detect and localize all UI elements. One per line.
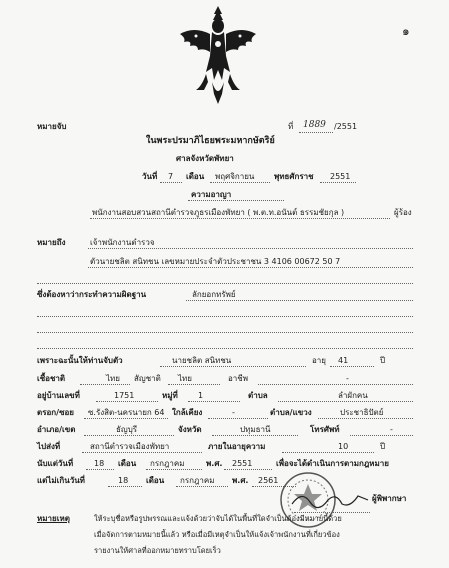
since-month: กรกฎาคม [180,476,215,485]
age-unit: ปี [380,356,386,365]
alley-value: ซ.รังสิต-นครนายก 64 [88,408,165,417]
because-label: เพราะฉะนั้นให้ท่านจับตัว [37,356,123,365]
warrant-no-number: 1889 [303,120,326,130]
to-line2: ตัวนายชลิต สนิทชน เลขหมายประจำตัวประชาชน 3 4106 00672 50 7 [90,257,341,266]
date-year: 2551 [330,172,351,181]
document-heading-royal: ในพระปรมาภิไธยพระมหากษัตริย์ [146,136,275,146]
occupation-label: อาชีพ [228,374,248,383]
since-month-label: เดือน [146,476,165,485]
since-label: แต่ไม่เกินวันที่ [37,476,85,485]
since-year: 2561 [258,476,279,485]
since-day: 18 [118,476,129,485]
since-year-label: พ.ศ. [232,476,249,485]
province-value: ปทุมธานี [240,425,271,434]
moo-value: 1 [198,391,204,400]
nationality-label: สัญชาติ [134,374,161,383]
note-label: หมายเหตุ [37,514,70,523]
warrant-no-prefix: ที่ [288,122,294,131]
subdistrict-value: ลำผักคน [338,391,368,400]
date-day-label: วันที่ [142,172,158,181]
age-label: อายุ [312,356,326,365]
send-label: ไปส่งที่ [37,442,61,451]
amphoe-value: ธัญบุรี [116,425,138,434]
date-month: พฤศจิกายน [215,172,255,181]
judge-signature [290,488,370,510]
age-value: 41 [338,356,349,365]
within-unit: ปี [380,442,386,451]
send-value: สถานีตำรวจเมืองพัทยา [90,442,170,451]
offense-label: ซึ่งต้องหาว่ากระทำความผิดฐาน [37,290,147,299]
warrant-no-year: /2551 [334,122,358,131]
race-label: เชื้อชาติ [37,374,66,383]
note-line-3: รายงานให้ศาลที่ออกหมายทราบโดยเร็ว [94,546,221,555]
document-heading-court: ศาลจังหวัดพัทยา [176,154,234,163]
alley-label: ตรอก/ซอย [37,408,74,417]
from-day: 18 [94,459,105,468]
from-year-label: พ.ศ. [206,459,223,468]
page-number-mark: ๑ [402,24,410,38]
tambon-value: ประชาธิปัตย์ [340,408,384,417]
subdistrict-label: ตำบล [248,391,268,400]
within-label: ภายในอายุความ [208,442,266,451]
phone-value: - [390,425,393,434]
garuda-emblem-icon [176,4,260,108]
case-type: ความอาญา [191,190,232,199]
to-value: เจ้าพนักงานตำรวจ [90,238,155,247]
from-tail: เพื่อจะได้ดำเนินการตามกฎหมาย [276,459,389,468]
phone-label: โทรศัพท์ [310,425,340,434]
near-value: - [232,408,235,417]
occupation-value: - [346,374,349,383]
to-label: หมายถึง [37,238,66,247]
warrant-label: หมายจับ [37,122,67,131]
applicant-role: ผู้ร้อง [394,208,412,217]
from-month-label: เดือน [118,459,137,468]
nationality-value: ไทย [178,374,192,383]
because-name: นายชลิต สนิทชน [172,356,232,365]
amphoe-label: อำเภอ/เขต [37,425,76,434]
from-year: 2551 [232,459,253,468]
within-value: 10 [338,442,349,451]
judge-label: ผู้พิพากษา [372,494,407,503]
house-label: อยู่บ้านเลขที่ [37,391,80,400]
offense-value: ลักยอกทรัพย์ [192,290,236,299]
house-value: 1751 [114,391,135,400]
note-line-2: เมื่อจัดการตามหมายนี้แล้ว หรือเมื่อมีเหตุจำเป็นให้แจ้งเจ้าพนักงานที่เกี่ยวข้อง [94,530,340,539]
race-value: ไทย [106,374,120,383]
date-day: 7 [168,172,174,181]
tambon-label: ตำบล/แขวง [270,408,312,417]
province-label: จังหวัด [178,425,202,434]
applicant: พนักงานสอบสวนสถานีตำรวจภูธรเมืองพัทยา ( พ.ต.ท.อนันต์ ธรรมชัยกุล ) [92,208,345,217]
near-label: ใกล้เคียง [172,408,203,417]
from-label: นับแต่วันที่ [37,459,74,468]
from-month: กรกฎาคม [150,459,185,468]
note-line-1: ให้ระบุชื่อหรือรูปพรรณและแจ้งด้วยว่าจับได้ในพื้นที่ใดจำเป็นต้องมีหมายนี้ด้วย [94,514,342,523]
date-month-label: เดือน [186,172,205,181]
date-year-label: พุทธศักราช [274,172,314,181]
moo-label: หมู่ที่ [162,391,178,400]
